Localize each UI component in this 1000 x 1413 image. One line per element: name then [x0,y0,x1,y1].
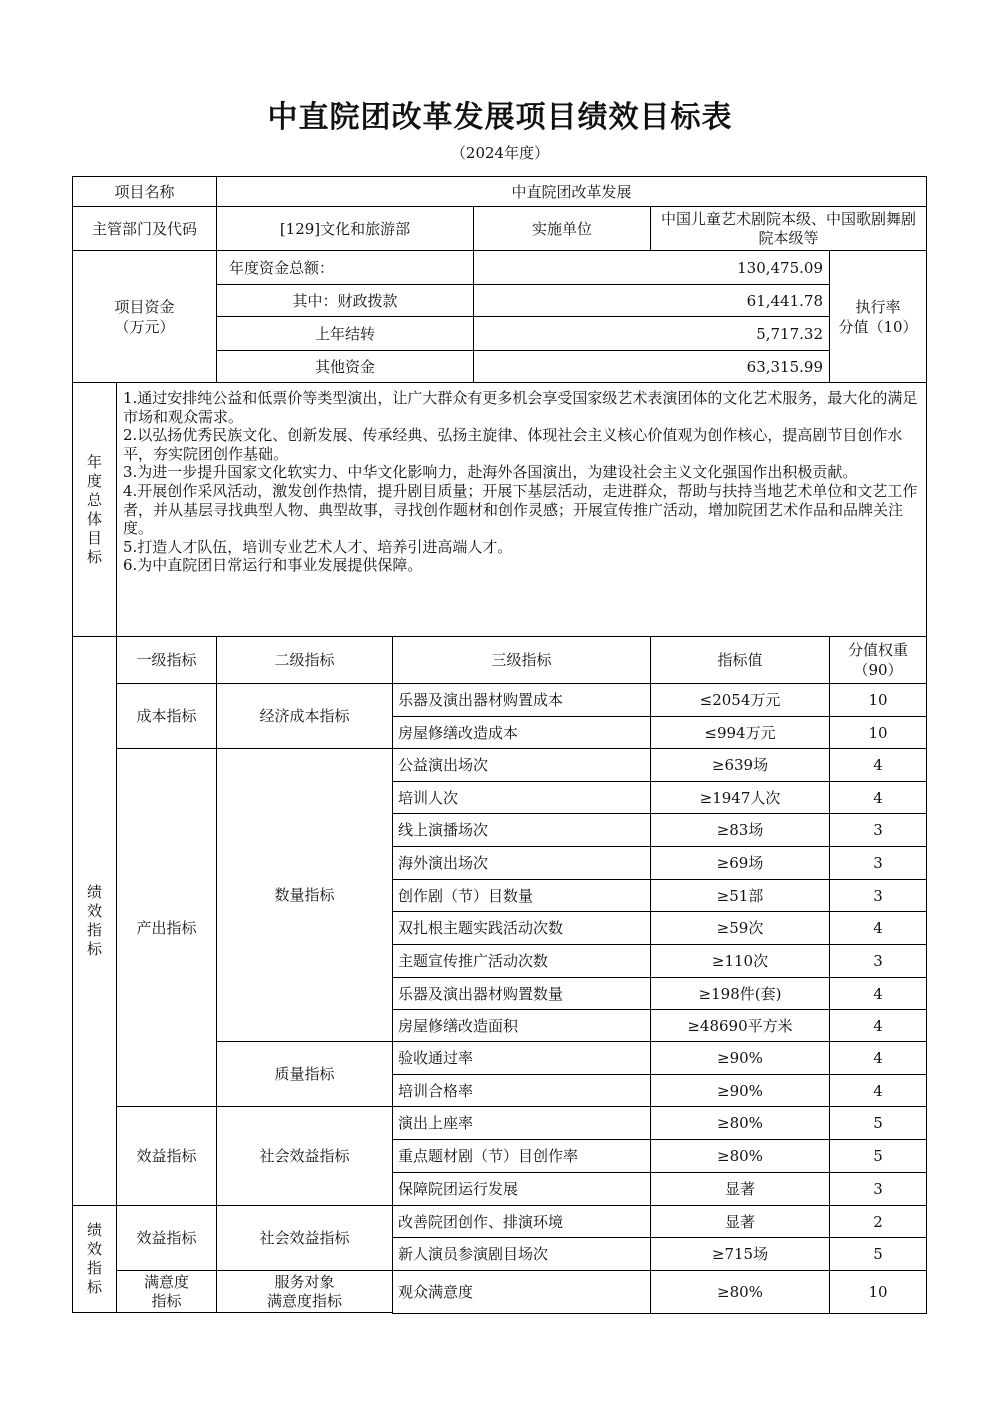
impl-label: 实施单位 [473,206,651,251]
indicators-section-label-2: 绩效指标 [72,1205,117,1313]
dept-label: 主管部门及代码 [72,206,217,251]
indicator-name: 保障院团运行发展 [392,1172,651,1206]
indicator-weight: 4 [829,1074,927,1107]
l2-econ-cost: 经济成本指标 [216,683,393,749]
indicator-name: 房屋修缮改造成本 [392,716,651,749]
exec-rate-line1: 执行率 [855,297,901,316]
indicator-value: ≥1947人次 [650,781,830,814]
funds-label [72,250,217,383]
l1-cost: 成本指标 [116,683,217,749]
indicator-name: 房屋修缮改造面积 [392,1009,651,1042]
indicator-weight: 5 [829,1237,927,1271]
indicator-weight: 10 [829,683,927,717]
indicator-weight: 4 [829,1041,927,1075]
l2-social-2: 社会效益指标 [216,1205,393,1271]
indicator-name: 新人演员参演剧目场次 [392,1237,651,1271]
indicator-value: ≥110次 [650,944,830,978]
indicator-name: 演出上座率 [392,1106,651,1140]
impl-value: 中国儿童艺术剧院本级、中国歌剧舞剧院本级等 [650,206,927,251]
goal-item: 1.通过安排纯公益和低票价等类型演出，让广大群众有更多机会享受国家级艺术表演团体的文化艺术服务，最大化的满足市场和观众需求。 [123,389,918,426]
indicator-value: 显著 [650,1172,830,1206]
indicator-value: ≥715场 [650,1237,830,1271]
project-name-label: 项目名称 [72,176,217,207]
goal-item: 5.打造人才队伍，培训专业艺术人才、培养引进高端人才。 [123,537,513,556]
indicator-name: 线上演播场次 [392,813,651,847]
dept-value: [129]文化和旅游部 [216,206,474,251]
indicator-name: 改善院团创作、排演环境 [392,1205,651,1238]
goal-item: 4.开展创作采风活动，激发创作热情，提升剧目质量；开展下基层活动，走进群众，帮助与扶持当地艺术单位和文艺工作者，并从基层寻找典型人物、典型故事，寻找创作题材和创作灵感；开展宣传推广活动，增加院团艺术作品和品牌关注度。 [123,481,918,538]
indicator-value: ≥80% [650,1106,830,1140]
funds-total-label: 年度资金总额： [216,250,474,285]
indicator-weight: 4 [829,781,927,814]
indicator-weight: 3 [829,846,927,880]
goal-item: 6.为中直院团日常运行和事业发展提供保障。 [123,556,423,575]
indicator-weight: 10 [829,1270,927,1314]
l2-service-line1: 服务对象 [274,1272,335,1291]
indicators-section-label: 绩效指标 [72,636,117,1206]
funds-fiscal-label: 其中：财政拨款 [216,284,474,317]
indicator-weight: 4 [829,748,927,782]
funds-carryover-label: 上年结转 [216,316,474,351]
indicator-weight: 10 [829,716,927,749]
goal-item: 3.为进一步提升国家文化软实力、中华文化影响力，赴海外各国演出，为建设社会主义文化强国作出积极贡献。 [123,463,858,482]
page-subtitle: （2024年度） [450,144,550,162]
indicator-weight: 5 [829,1106,927,1140]
indicator-value: ≥51部 [650,879,830,912]
indicator-name: 培训合格率 [392,1074,651,1107]
header-weight-line2: （90） [853,661,903,679]
indicator-weight: 3 [829,813,927,847]
page-title: 中直院团改革发展项目绩效目标表 [267,100,733,135]
indicator-name: 培训人次 [392,781,651,814]
l1-benefit-2: 效益指标 [116,1205,217,1271]
indicator-name: 重点题材剧（节）目创作率 [392,1139,651,1173]
indicator-value: ≥639场 [650,748,830,782]
header-level1: 一级指标 [116,636,217,684]
funds-total-value: 130,475.09 [473,250,830,285]
funds-other-value: 63,315.99 [473,350,830,383]
l1-output: 产出指标 [116,748,217,1107]
header-level3: 三级指标 [392,636,651,684]
indicator-weight: 3 [829,879,927,912]
indicator-name: 主题宣传推广活动次数 [392,944,651,978]
exec-rate-label [829,250,927,383]
exec-rate-line2: 分值（10） [838,317,918,336]
header-level2: 二级指标 [216,636,393,684]
indicator-value: ≥90% [650,1041,830,1075]
indicator-name: 双扎根主题实践活动次数 [392,911,651,945]
l2-quantity: 数量指标 [216,748,393,1042]
l1-benefit: 效益指标 [116,1106,217,1206]
l2-social: 社会效益指标 [216,1106,393,1206]
indicator-weight: 3 [829,944,927,978]
funds-fiscal-value: 61,441.78 [473,284,830,317]
funds-label-line1: 项目资金 [114,297,175,316]
indicator-value: ≥48690平方米 [650,1009,830,1042]
indicator-value: ≥59次 [650,911,830,945]
indicator-value: ≥83场 [650,813,830,847]
indicator-name: 公益演出场次 [392,748,651,782]
l2-service-line2: 满意度指标 [266,1291,342,1310]
indicator-name: 乐器及演出器材购置成本 [392,683,651,717]
header-weight-line1: 分值权重 [847,641,908,659]
indicator-name: 海外演出场次 [392,846,651,880]
indicator-value: 显著 [650,1205,830,1238]
l1-satisfaction: 满意度指标 [116,1270,217,1313]
funds-other-label: 其他资金 [216,350,474,383]
indicator-value: ≥80% [650,1139,830,1173]
indicator-weight: 3 [829,1172,927,1206]
indicator-weight: 4 [829,1009,927,1042]
goal-item: 2.以弘扬优秀民族文化、创新发展、传承经典、弘扬主旋律、体现社会主义核心价值观为创作核心，提高剧节目创作水平，夯实院团创作基础。 [123,426,903,463]
indicator-value: ≥90% [650,1074,830,1107]
indicator-weight: 5 [829,1139,927,1173]
indicator-weight: 4 [829,911,927,945]
header-value: 指标值 [650,636,830,684]
l2-service [216,1270,393,1313]
indicator-value: ≥80% [650,1270,830,1314]
project-name: 中直院团改革发展 [216,176,927,207]
funds-label-line2: （万元） [114,317,175,336]
annual-goals-label: 年度总体目标 [72,382,117,637]
indicator-weight: 4 [829,977,927,1010]
indicator-value: ≥69场 [650,846,830,880]
indicator-value: ≤2054万元 [650,683,830,717]
funds-carryover-value: 5,717.32 [473,316,830,351]
indicator-name: 观众满意度 [392,1270,651,1314]
indicator-value: ≥198件(套) [650,977,830,1010]
indicator-name: 验收通过率 [392,1041,651,1075]
header-weight [829,636,927,684]
indicator-value: ≤994万元 [650,716,830,749]
indicator-weight: 2 [829,1205,927,1238]
indicator-name: 创作剧（节）目数量 [392,879,651,912]
l2-quality: 质量指标 [216,1041,393,1107]
indicator-name: 乐器及演出器材购置数量 [392,977,651,1010]
annual-goals-text [116,382,927,637]
